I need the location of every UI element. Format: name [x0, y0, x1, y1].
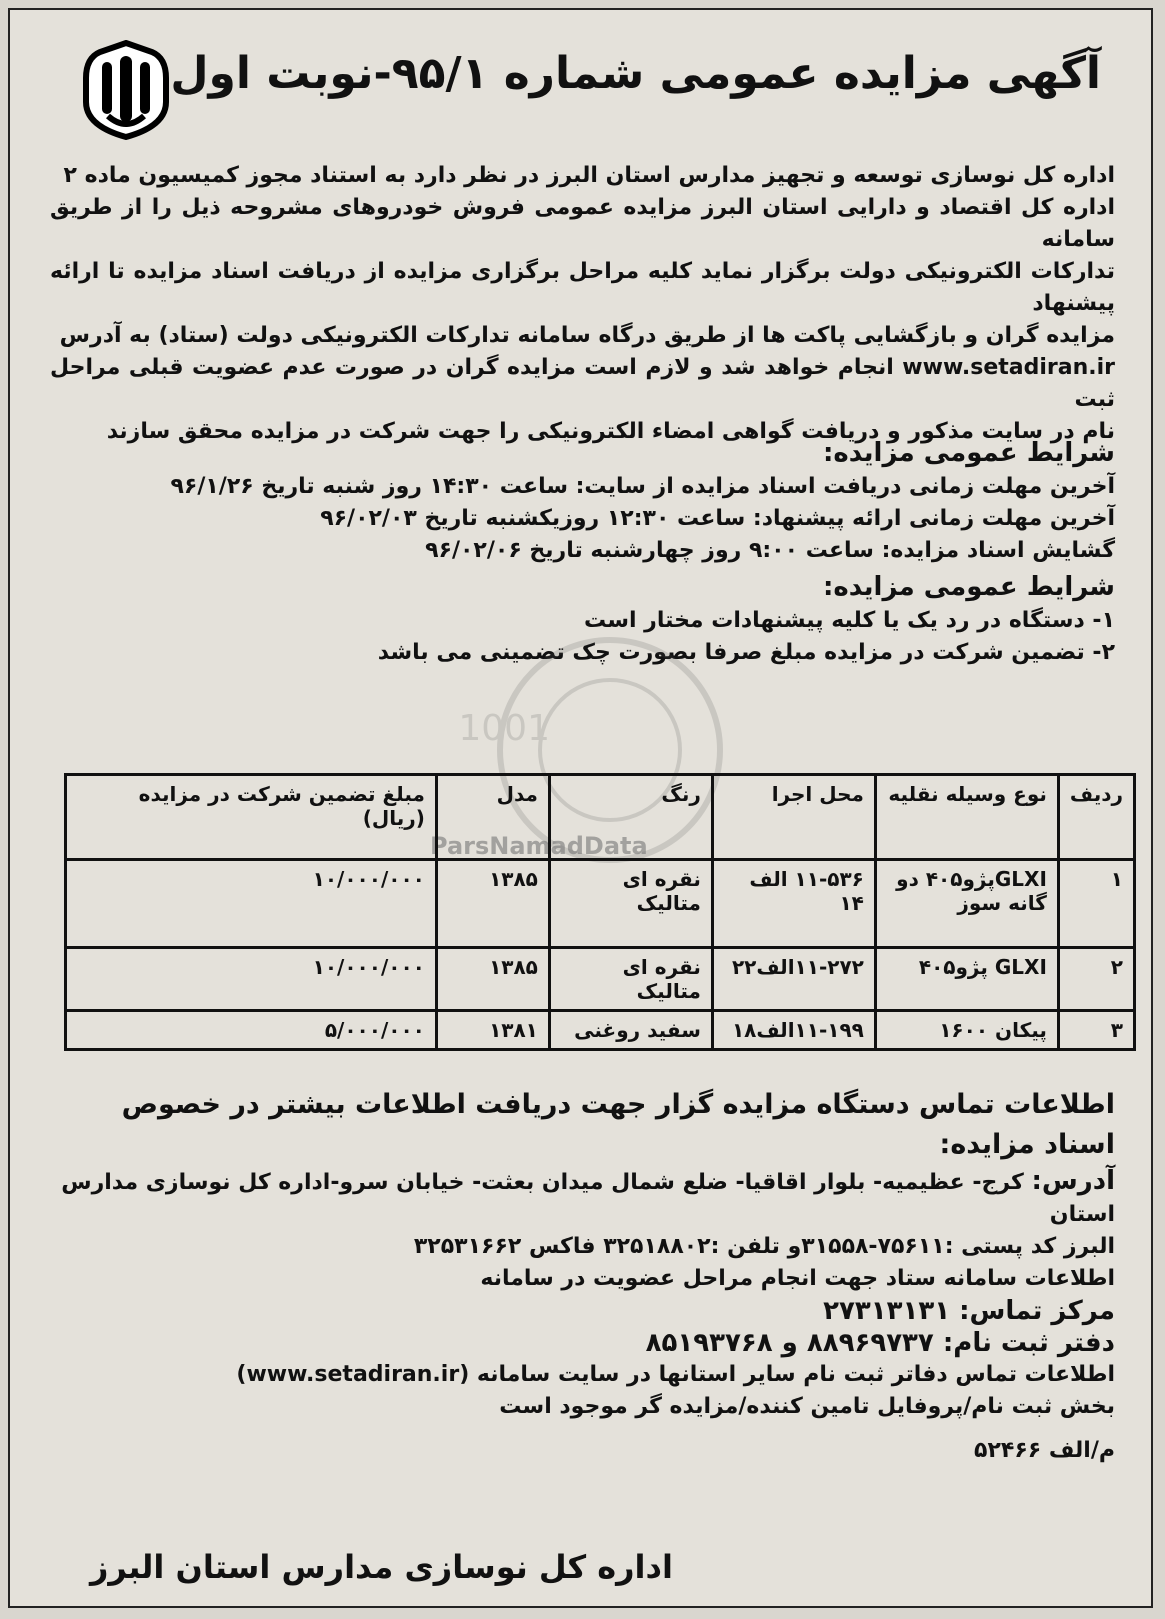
table-cell: ۱۱-۲۷۲الف۲۲: [712, 948, 875, 1011]
intro-line: اداره کل اقتصاد و دارایی استان البرز مزایده عمومی فروش خودروهای مشروحه ذیل را از طریق سامانه: [50, 195, 1115, 252]
section-title: شرایط عمومی مزایده:: [823, 572, 1115, 602]
table-header: مدل: [436, 775, 549, 860]
notice-title: آگهی مزایده عمومی شماره ۹۵/۱-نوبت اول: [170, 48, 1101, 99]
table-cell: ۵/۰۰۰/۰۰۰: [66, 1011, 437, 1050]
contact-heading: اطلاعات تماس دستگاه مزایده گزار جهت دریافت اطلاعات بیشتر در خصوص اسناد مزایده:: [121, 1089, 1115, 1160]
table-cell: ۱۰/۰۰۰/۰۰۰: [66, 860, 437, 948]
table-cell: ۱۰/۰۰۰/۰۰۰: [66, 948, 437, 1011]
registration-office-label: دفتر ثبت نام:: [942, 1328, 1115, 1358]
table-cell: ۱۳۸۵: [436, 860, 549, 948]
table-cell: ۱۱-۵۳۶ الف ۱۴: [712, 860, 875, 948]
vehicles-table: [64, 773, 1136, 1051]
emblem-icon: [80, 40, 172, 140]
notice-page: [8, 8, 1153, 1608]
intro-line: مزایده گران و بازگشایی پاکت ها از طریق درگاه سامانه تدارکات الکترونیکی دولت (ستاد) به آدرس: [59, 323, 1115, 348]
footer-signature: اداره کل نوسازی مدارس استان البرز: [90, 1548, 673, 1586]
conditions: [50, 433, 1115, 669]
deadline-line: گشایش اسناد مزایده: ساعت ۹:۰۰ روز چهارشنبه تاریخ ۹۶/۰۲/۰۶: [425, 538, 1115, 563]
address-text: کرج- عظیمیه- بلوار اقاقیا- ضلع شمال میدان بعثت- خیابان سرو-اداره کل نوسازی مدارس استان: [61, 1170, 1115, 1227]
table-cell: GLXI پژو۴۰۵: [875, 948, 1058, 1011]
reference-number: م/الف ۵۲۴۶۶: [974, 1438, 1115, 1463]
table-cell: ۲: [1058, 948, 1134, 1011]
table-cell: ۳: [1058, 1011, 1134, 1050]
intro-text: [50, 160, 1115, 448]
intro-line: اداره کل نوسازی توسعه و تجهیز مدارس استان البرز در نظر دارد به استناد مجوز کمیسیون ماده ۲: [63, 163, 1115, 188]
section-title: شرایط عمومی مزایده:: [823, 438, 1115, 468]
table-cell: نقره ای متالیک: [549, 860, 712, 948]
table-cell: ۱۱-۱۹۹الف۱۸: [712, 1011, 875, 1050]
deadline-line: آخرین مهلت زمانی ارائه پیشنهاد: ساعت ۱۲:۳۰ روزیکشنبه تاریخ ۹۶/۰۲/۰۳: [320, 506, 1115, 531]
intro-line: نام در سایت مذکور و دریافت گواهی امضاء الکترونیکی را جهت شرکت در مزایده محقق سازند: [106, 419, 1115, 444]
intro-line: www.setadiran.ir انجام خواهد شد و لازم است مزایده گران در صورت عدم عضویت قبلی مراحل ثبت: [50, 355, 1115, 412]
table-header-row: [66, 775, 1135, 860]
table-header: نوع وسیله نقلیه: [875, 775, 1058, 860]
deadline-line: آخرین مهلت زمانی دریافت اسناد مزایده از سایت: ساعت ۱۴:۳۰ روز شنبه تاریخ ۹۶/۱/۲۶: [170, 474, 1115, 499]
watermark-text: ParsNamadData: [430, 832, 648, 860]
table-row: [66, 948, 1135, 1011]
contact-center-label: مرکز تماس:: [959, 1296, 1115, 1326]
header: [70, 40, 1121, 140]
table-cell: پیکان ۱۶۰۰: [875, 1011, 1058, 1050]
term-line: ۲- تضمین شرکت در مزایده مبلغ صرفا بصورت چک تضمینی می باشد: [377, 640, 1115, 665]
table-cell: ۱۳۸۱: [436, 1011, 549, 1050]
table-header: رنگ: [549, 775, 712, 860]
contact-section: [50, 1085, 1115, 1467]
table-cell: ۱: [1058, 860, 1134, 948]
table-row: [66, 860, 1135, 948]
setad-info: اطلاعات سامانه ستاد جهت انجام مراحل عضویت در سامانه: [480, 1266, 1115, 1291]
address-label: آدرس:: [1031, 1166, 1115, 1196]
table-cell: GLXIپژو۴۰۵ دو گانه سوز: [875, 860, 1058, 948]
table-row: [66, 1011, 1135, 1050]
table-cell: سفید روغنی: [549, 1011, 712, 1050]
other-offices-info-2: بخش ثبت نام/پروفایل تامین کننده/مزایده گر موجود است: [499, 1394, 1115, 1419]
term-line: ۱- دستگاه در رد یک یا کلیه پیشنهادات مختار است: [584, 608, 1115, 633]
svg-text:1001: 1001: [458, 708, 550, 749]
intro-line: تدارکات الکترونیکی دولت برگزار نماید کلیه مراحل برگزاری مزایده از دریافت اسناد مزایده تا ارائه پیشنهاد: [50, 259, 1115, 316]
table-header: محل اجرا: [712, 775, 875, 860]
table-cell: نقره ای متالیک: [549, 948, 712, 1011]
contact-center-number: ۲۷۳۱۳۱۳۱: [823, 1296, 951, 1326]
address-line-2: البرز کد پستی :۷۵۶۱۱-۳۱۵۵۸و تلفن :۳۲۵۱۸۸۰۲ فاکس ۳۲۵۳۱۶۶۲: [413, 1234, 1115, 1259]
table-cell: ۱۳۸۵: [436, 948, 549, 1011]
table-header: مبلغ تضمین شرکت در مزایده (ریال): [66, 775, 437, 860]
registration-office-number: ۸۸۹۶۹۷۳۷ و ۸۵۱۹۳۷۶۸: [645, 1328, 934, 1358]
other-offices-info: اطلاعات تماس دفاتر ثبت نام سایر استانها در سایت سامانه (www.setadiran.ir): [236, 1362, 1115, 1387]
table-header: ردیف: [1058, 775, 1134, 860]
